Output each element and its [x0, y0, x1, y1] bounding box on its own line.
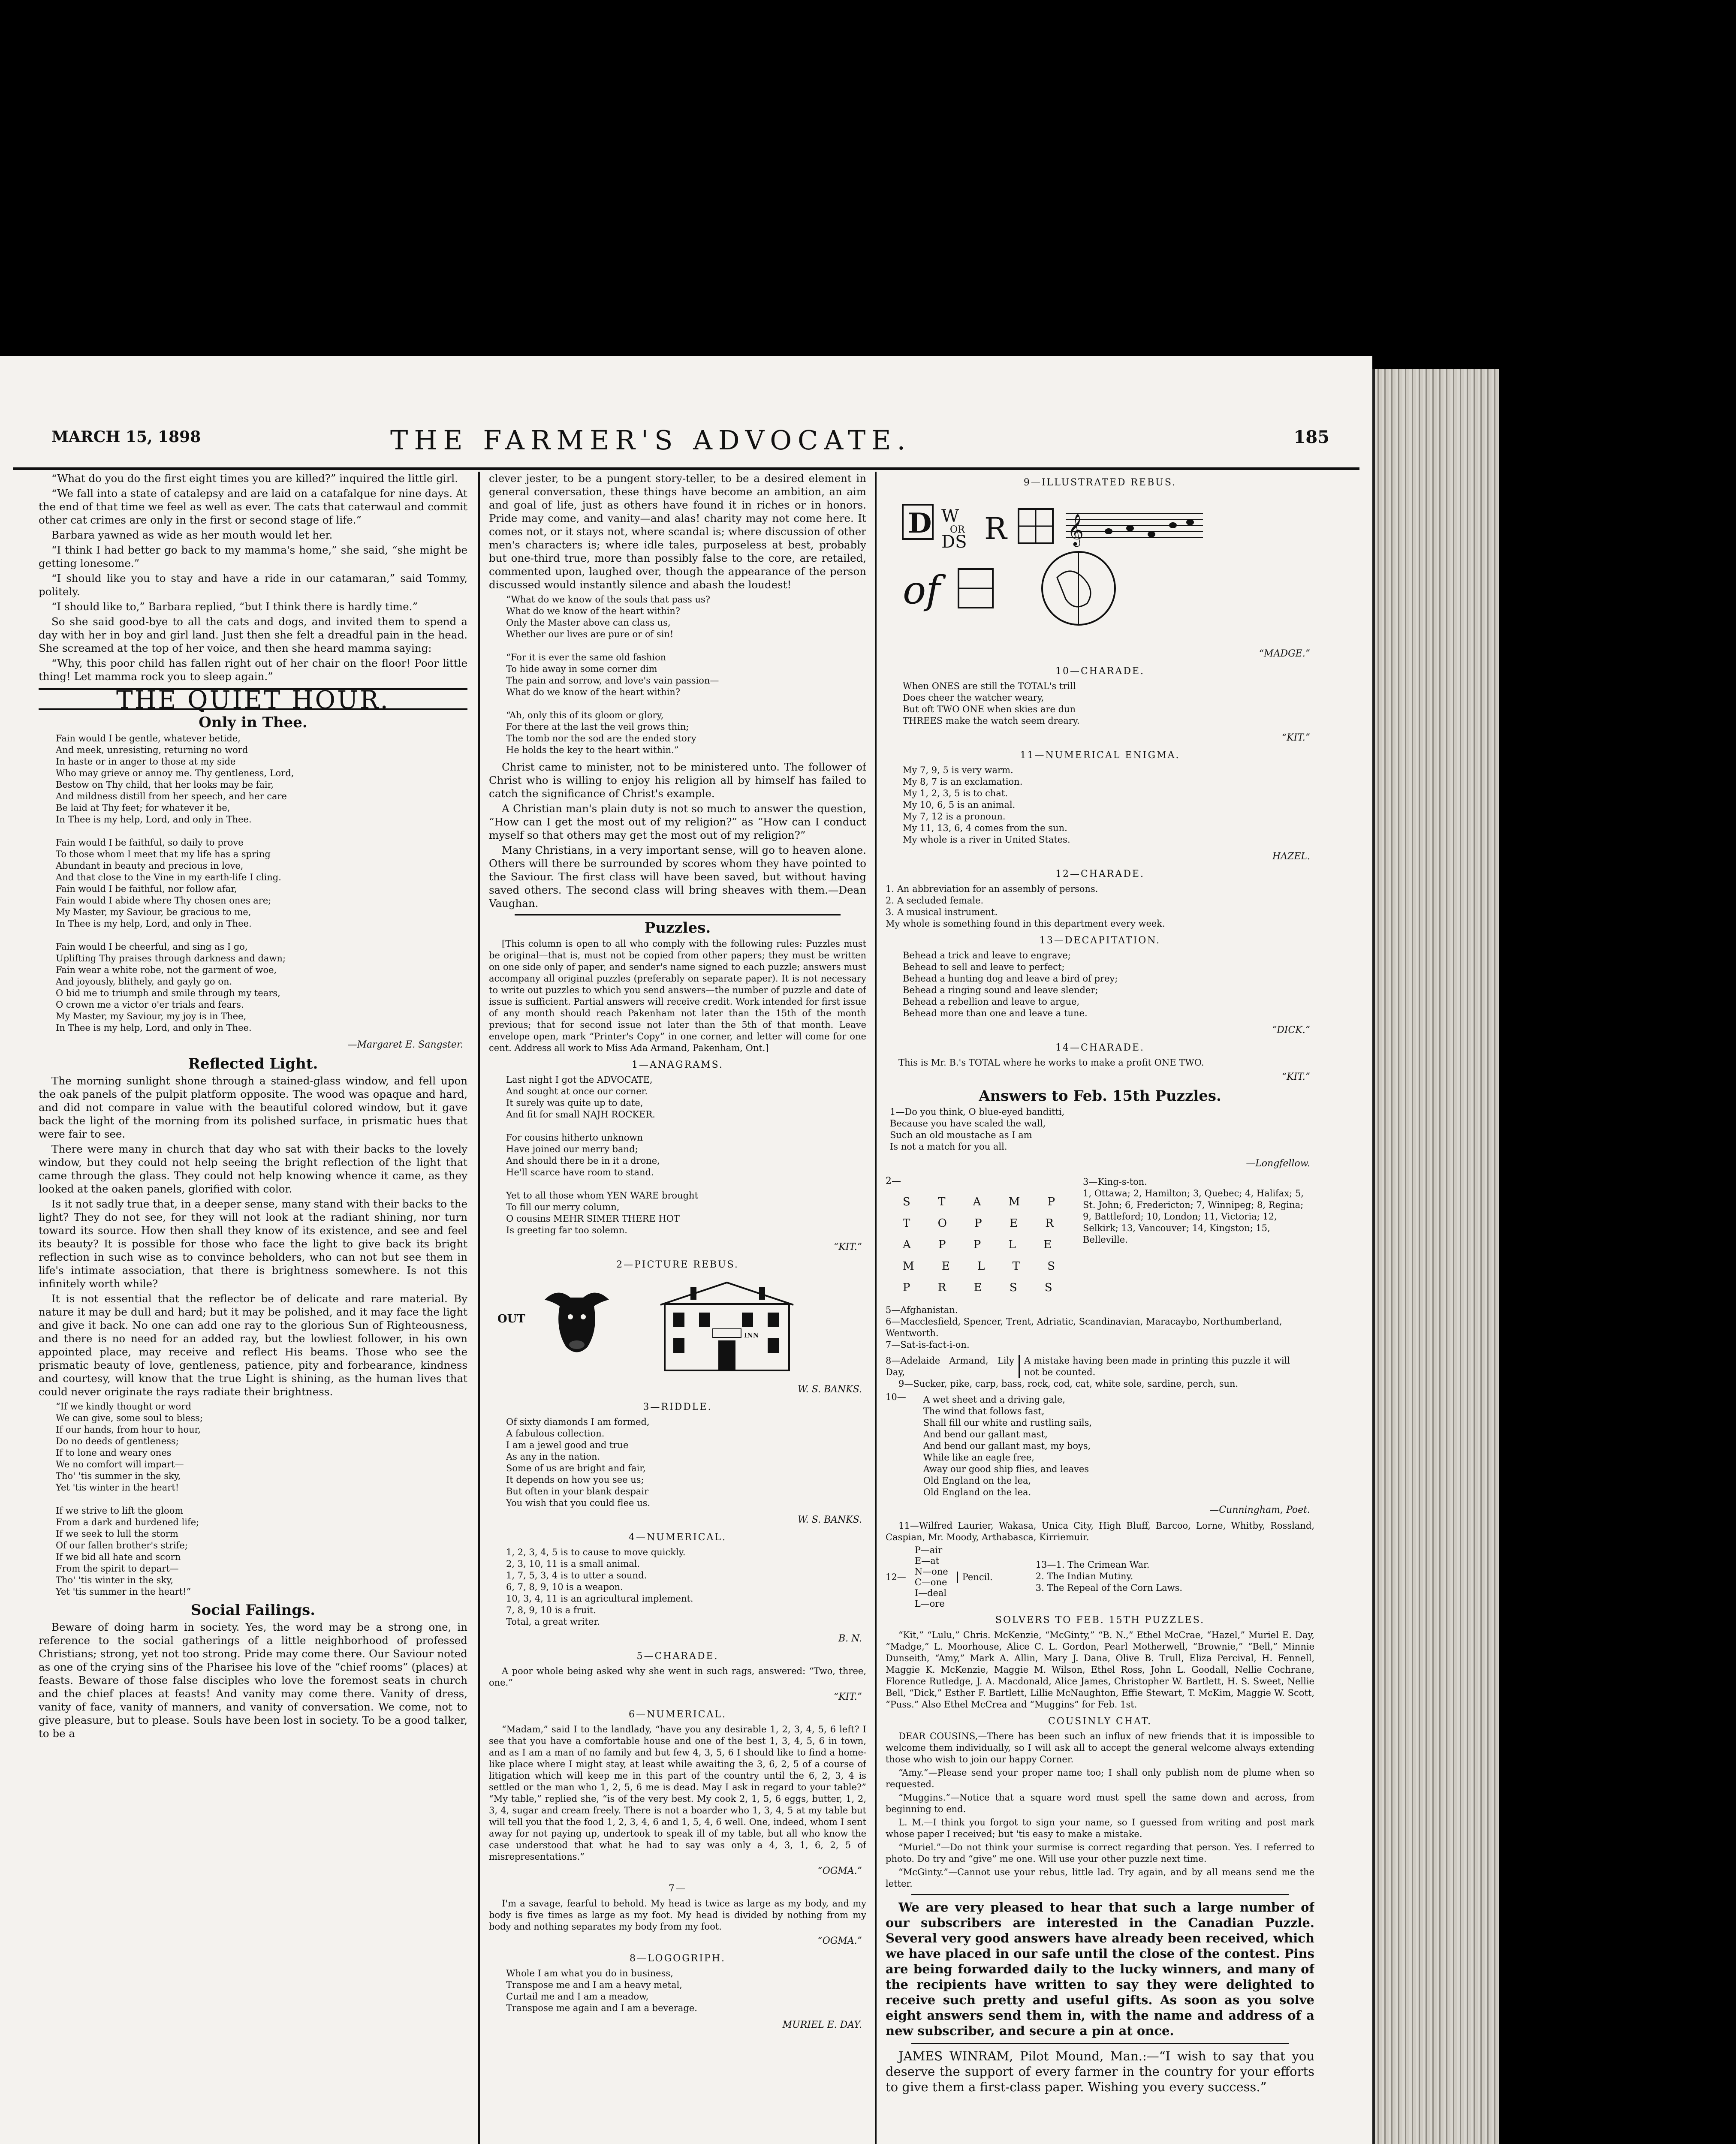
poem-only-in-thee: Fain would I be gentle, whatever betide, And meek, unresisting, returning no word In haste or in anger to those at my side Who may grieve or annoy me. Thy gentleness, Lord, Bestow on Thy child, that her looks may be fair, And mildness distill from her speech, and her care Be laid at Thy feet; for whatever it be, In Thee is my help, Lord, and only in Thee. Fain would I be faithful, so daily to prove To those whom I meet that my life has a spring Abundant in beauty and precious in love, And that close to the Vine in my earth-life I cling. Fain would I be faithful, nor follow afar, Fain would I abide where Thy chosen ones are; My Master, my Saviour, be gracious to me, In Thee is my help, Lord, and only in Thee. Fain would I be cheerful, and sing as I go, Uplifting Thy praises through darkness and dawn; Fain wear a white robe, not the garment of woe, And joyously, blithely, and gayly go on. O bid me to triumph and smile through my tears, O crown me a victor o'er trials and fears. My Master, my Saviour, my joy is in Thee, In Thee is my help, Lord, and only in Thee.: [56, 733, 294, 1033]
answer-twelve-row: P—air: [914, 1545, 943, 1555]
social-failings-title: Social Failings.: [190, 1602, 316, 1619]
story-paragraph: Barbara yawned as wide as her mouth would let her.: [51, 529, 333, 541]
answer-eleven: 11—Wilfred Laurier, Wakasa, Unica City, High Bluff, Barcoo, Lorne, Whitby, Rossland, Caspian, Mr. Moody, Arthabasca, Kirriemuir.: [886, 1521, 1314, 1542]
puzzle-fourteen-text: This is Mr. B.'s TOTAL where he works to make a profit ONE TWO.: [898, 1057, 1204, 1068]
answer-two-block: [886, 1174, 1074, 1302]
poem-author: —Margaret E. Sangster.: [347, 1039, 463, 1050]
issue-date: MARCH 15, 1898: [51, 428, 201, 446]
square-word-row: S T A M P: [903, 1195, 1067, 1208]
section-divider: [911, 2043, 1289, 2044]
answer-signature: —Longfellow.: [1246, 1158, 1310, 1169]
section-divider: [911, 1894, 1289, 1895]
answers-title: Answers to Feb. 15th Puzzles.: [979, 1087, 1221, 1105]
puzzle-heading: 2—PICTURE REBUS.: [616, 1259, 739, 1270]
answer-one: 1—Do you think, O blue-eyed banditti, Because you have scaled the wall, Such an old moustache as I am Is not a match for you all.: [890, 1107, 1065, 1152]
puzzle-heading: 4—NUMERICAL.: [629, 1532, 726, 1543]
answer-twelve-row: C—one: [914, 1577, 947, 1587]
puzzle-heading: 10—CHARADE.: [1055, 666, 1145, 677]
answer-twelve-row: I—deal: [914, 1588, 947, 1598]
story-paragraph: “What do you do the first eight times you are killed?” inquired the little girl.: [51, 472, 458, 485]
svg-text:D: D: [908, 507, 932, 539]
puzzle-signature: “MADGE.”: [1259, 648, 1310, 659]
masthead: [13, 425, 1359, 455]
numerical-story: “Madam,” said I to the landlady, “have you any desirable 1, 2, 3, 4, 5, 6 left? I see that you have a comfortable house and one of the best 1, 3, 4, 5, 6 in town, and as I am a man of no family and but few 4, 3, 5, 6 I should like to find a home-like place where I might stay, at least while awaiting the 3, 6, 2, 5 of a course of litigation which will keep me in this part of the country until the 6, 2, 3, 4 is settled or the man who 1, 2, 5, 6 me is dead. May I ask in regard to your table?” “My table,” replied she, “is of the very best. My cook 2, 1, 5, 6 eggs, butter, 1, 2, 3, 4, sugar and cream freely. There is not a boarder who 1, 3, 4, 5 at my table but will tell you that the food 1, 2, 3, 4, 6 and 1, 5, 4, 6 well. One, indeed, whom I sent away for not paying up, undertook to speak ill of my table, but all who know the case understood that what he had to say was only a 4, 3, 1, 6, 2, 5 of misrepresentations.”: [489, 1724, 866, 1862]
solvers-heading: SOLVERS TO FEB. 15TH PUZZLES.: [995, 1615, 1205, 1626]
answer-twelve-row: E—at: [914, 1556, 940, 1566]
book-binding-edge: [1372, 369, 1499, 2144]
answer-twelve-row: L—ore: [914, 1599, 945, 1609]
answer-eight: [886, 1355, 1314, 1378]
square-word-row: T O P E R: [903, 1217, 1066, 1230]
svg-text:R: R: [984, 511, 1007, 546]
square-word: [903, 1191, 1074, 1298]
canadian-puzzle-announcement: We are very pleased to hear that such a large number of our subscribers are interested in the Canadian Puzzle. Several very good answers have already been received, which we have placed in our safe until the close of the contest. Pins are being forwarded daily to the lucky winners, and many of the recipients have written to say they were delighted to receive such pretty and useful gifts. As soon as you solve eight answers send them in, with the name and address of a new subscriber, and secure a pin at once.: [886, 1900, 1314, 2038]
reflected-light-title: Reflected Light.: [188, 1055, 318, 1072]
decapitation-list: Behead a trick and leave to engrave; Behead to sell and leave to perfect; Behead a hunting dog and leave a bird of prey; Behead a ringing sound and leave slender; Behead a rebellion and leave to argue, Behead more than one and leave a tune.: [903, 950, 1118, 1018]
puzzle-heading: 9—ILLUSTRATED REBUS.: [1023, 477, 1177, 488]
reflected-paragraph: There were many in church that day who sat with their backs to the lovely window, but they could not help seeing the bright reflection of the light that came through the glass. They could not help knowing whence it came, as they looked at the oaken panels, glorified with color.: [39, 1143, 467, 1195]
puzzle-signature: “KIT.”: [1281, 1072, 1310, 1082]
column-rule-2: [875, 472, 877, 2144]
column-rule-1: [478, 472, 480, 2144]
puzzle-signature: “OGMA.”: [817, 1866, 862, 1876]
svg-text:DS: DS: [941, 532, 967, 552]
puzzles-rules: [This column is open to all who comply with the following rules: Puzzles must be original—that is, must not be copied from other papers; they must be written on one side only of paper, and sender's name signed to each puzzle; answers must accompany all original puzzles (preferably on separate paper). It is not necessary to write out puzzles to which you send answers—the number of puzzle and date of issue is sufficient. Partial answers will receive credit. Work intended for first issue of any month should reach Pakenham not later than the 15th of the month previous; that for second issue not later than the 5th of that month. Leave envelope open, mark “Printer's Copy” in one corner, and letter will come for one cent. Address all work to Miss Ada Armand, Pakenham, Ont.]: [489, 939, 866, 1053]
puzzle-heading: 12—CHARADE.: [1055, 869, 1145, 879]
square-word-row: A P P L E: [903, 1238, 1064, 1251]
puzzle-signature: W. S. BANKS.: [797, 1384, 862, 1395]
charade-verse: When ONES are still the TOTAL's trill Does cheer the watcher weary, But oft TWO ONE when skies are dun THREES make the watch seem dreary.: [903, 681, 1080, 726]
svg-text:of: of: [903, 568, 940, 613]
riddle-verse: Of sixty diamonds I am formed, A fabulous collection. I am a jewel good and true As any in the nation. Some of us are bright and fair, It depends on how you see us; But often in your blank despair You wish that you could flee us.: [506, 1417, 651, 1508]
enigma-list: My 7, 9, 5 is very warm. My 8, 7 is an exclamation. My 1, 2, 3, 5 is to chat. My 10, 6, 5 is an animal. My 7, 12 is a pronoun. My 11, 13, 6, 4 comes from the sun. My whole is a river in United States.: [903, 765, 1070, 845]
answer-twelve-word: Pencil.: [957, 1572, 993, 1583]
poem-souls: “What do we know of the souls that pass us? What do we know of the heart within? Only the Master above can class us, Whether our lives are pure or of sin! “For it is ever the same old fashion To hide away in some corner dim The pain and sorrow, and love's vain passion— What do we know of the heart within? “Ah, only this of its gloom or glory, For there at the last the veil grows thin; The tomb nor the sod are the ended story He holds the key to the heart within.”: [506, 594, 719, 755]
answers-five-to-seven: 5—Afghanistan. 6—Macclesfield, Spencer, Trent, Adriatic, Scandinavian, Maracaybo, Northumberland, Wentworth. 7—Sat-is-fact-i-on.: [886, 1305, 1282, 1350]
winram-testimonial: JAMES WINRAM, Pilot Mound, Man.:—“I wish to say that you deserve the support of every farmer in the country for your efforts to give them a first-class paper. Wishing you every success.”: [886, 2049, 1314, 2094]
answer-signature: —Cunningham, Poet.: [1209, 1505, 1310, 1515]
answer-two-three: [886, 1174, 1314, 1302]
illustrated-rebus: [886, 492, 1314, 646]
puzzle-heading: 11—NUMERICAL ENIGMA.: [1020, 750, 1180, 761]
puzzle-heading: 8—LOGOGRIPH.: [629, 1953, 726, 1964]
story-paragraph: So she said good-bye to all the cats and dogs, and invited them to spend a day with her in boy and girl land. Just then she felt a dreadful pain in the head. She screamed at the top of her voice, and then she heard mamma saying:: [39, 615, 467, 654]
chat-paragraph: DEAR COUSINS,—There has been such an influx of new friends that it is impossible to welcome them individually, so I will ask all to accept the general welcome always extending those who wish to join our happy Corner.: [886, 1731, 1314, 1765]
article-paragraph: A Christian man's plain duty is not so much to answer the question, “How can I get the most out of my religion?” as “How can I conduct myself so that others may get the most out of my religion?”: [489, 802, 866, 841]
answer-eight-note: A mistake having been made in printing this puzzle it will not be counted.: [1019, 1355, 1290, 1378]
article-paragraph: Many Christians, in a very important sense, will go to heaven alone. Others will there be surrounded by scores whom they have pointed to the Saviour. The first class will have been saved, but without having saved others. The second class will bring sheaves with them.—Dean Vaughan.: [489, 844, 866, 909]
chat-paragraph: “Amy.”—Please send your proper name too; I shall only publish nom de plume when so requested.: [886, 1768, 1314, 1789]
puzzle-heading: 5—CHARADE.: [636, 1651, 719, 1662]
puzzle-heading: 7—: [669, 1883, 687, 1894]
story-paragraph: “I should like to,” Barbara replied, “but I think there is hardly time.”: [51, 600, 418, 613]
newspaper-title: THE FARMER'S ADVOCATE.: [390, 425, 912, 456]
story-paragraph: “I should like you to stay and have a ride in our catamaran,” said Tommy, politely.: [39, 572, 467, 598]
puzzle-signature: “OGMA.”: [817, 1936, 862, 1946]
answer-ten: [886, 1391, 1314, 1503]
reflected-poem: “If we kindly thought or word We can give, some soul to bless; If our hands, from hour to hour, Do no deeds of gentleness; If to lone and weary ones We no comfort will impart— Tho' 'tis summer in the sky, Yet 'tis winter in the heart! If we strive to lift the gloom From a dark and burdened life; If we seek to lull the storm Of our fallen brother's strife; If we bid all hate and scorn From the spirit to depart— Tho' 'tis winter in the sky, Yet 'tis summer in the heart!”: [56, 1401, 203, 1597]
puzzle-seven-text: I'm a savage, fearful to behold. My head is twice as large as my body, and my body is five times as large as my foot. My head is divided by nothing from my body and nothing separates my body from my foot.: [489, 1898, 866, 1932]
inn-building-icon: [656, 1278, 798, 1373]
answer-twelve-label: 12—: [886, 1572, 906, 1582]
rebus-inn-sign: INN: [744, 1331, 759, 1339]
square-word-row: M E L T S: [903, 1260, 1067, 1273]
answer-twelve-row: N—one: [914, 1566, 948, 1577]
picture-rebus: [489, 1274, 866, 1381]
story-paragraph: “I think I had better go back to my mamma's home,” she said, “she might be getting lonesome.”: [39, 544, 467, 569]
masthead-rule: [13, 467, 1359, 470]
poem-title: Only in Thee.: [199, 714, 307, 731]
story-paragraph: “We fall into a state of catalepsy and are laid on a catafalque for nine days. At the end of that time we feel as well as ever. The cats that caterwaul and commit other cat crimes are only in the first or second stage of life.”: [39, 487, 467, 526]
puzzle-signature: MURIEL E. DAY.: [782, 2020, 862, 2030]
answer-two-label: 2—: [886, 1176, 901, 1186]
puzzle-heading: 6—NUMERICAL.: [629, 1709, 726, 1720]
answer-nine: 9—Sucker, pike, carp, bass, rock, cod, cat, white sole, sardine, perch, sun.: [898, 1379, 1239, 1389]
answer-three: 3—King-s-ton. 1, Ottawa; 2, Hamilton; 3, Quebec; 4, Halifax; 5, St. John; 6, Fredericton; 7, Winnipeg; 8, Regina; 9, Battleford; 10, London; 11, Victoria; 12, Selkirk; 13, Vancouver; 14, Kingston; 15, Belleville.: [1083, 1177, 1304, 1245]
puzzle-signature: “KIT.”: [1281, 732, 1310, 743]
solvers-list: “Kit,” “Lulu,” Chris. McKenzie, “McGinty,” “B. N.,” Ethel McCrae, “Hazel,” Muriel E. Day, “Madge,” L. Moorhouse, Alice C. L. Gordon, Pearl Motherwell, “Brownie,” “Bell,” Minnie Dunseith, “Amy,” Mark A. Allin, Mary J. Dana, Olive B. Trull, Eliza Percival, H. Fennell, Maggie K. McKenzie, Maggie M. Wilson, Ethel Ross, John L. Goodall, Nellie Cochrane, Florence Rutledge, J. A. Macdonald, Alice James, Christopher W. Bartlett, H. S. Sweet, Nellie Bell, “Dick,” Esther F. Bartlett, Lillie McNaughton, Effie Stewart, T. McKim, Maggie W. Scott, “Puss.” Also Ethel McCrea and “Muggins” for Feb. 1st.: [886, 1630, 1314, 1710]
charade-text: A poor whole being asked why she went in such rags, answered: “Two, three, one.”: [489, 1666, 866, 1688]
puzzle-heading: 1—ANAGRAMS.: [632, 1060, 723, 1070]
puzzle-signature: “KIT.”: [833, 1692, 862, 1702]
chat-paragraph: L. M.—I think you forgot to sign your name, so I guessed from writing and post mark whose paper I received; but 'tis easy to make a mistake.: [886, 1817, 1314, 1839]
article-paragraph: clever jester, to be a pungent story-teller, to be a desired element in general conversation, these things have become an ambition, an aim and goal of life, just as others have found it in riches or in honors. Pride may come, and vanity—and alas! charity may not come here. It comes not, or it stays not, where scandal is; where discussion of other men's characters is; where idle tales, purposeless at best, probably but one-third true, more than possibly false to the core, are retailed, commented upon, laughed over, though the appearance of the person discussed would instantly silence and abash the loudest!: [489, 472, 866, 591]
numerical-list: 1, 2, 3, 4, 5 is to cause to move quickly. 2, 3, 10, 11 is a small animal. 1, 7, 5, 3, 4 is to utter a sound. 6, 7, 8, 9, 10 is a weapon. 10, 3, 4, 11 is an agricultural implement. 7, 8, 9, 10 is a fruit. Total, a great writer.: [506, 1547, 693, 1627]
svg-text:𝄞: 𝄞: [1067, 514, 1084, 546]
answer-twelve-rows: [915, 1545, 948, 1609]
answers-twelve-thirteen: [886, 1545, 1314, 1609]
reflected-paragraph: The morning sunlight shone through a stained-glass window, and fell upon the oak panels of the pulpit platform opposite. The wood was opaque and hard, and did not compare in value with the beautiful colored window, but it gave back the light of the morning from its polished surface, in prismatic hues that were fair to see.: [39, 1075, 467, 1140]
column-3: [886, 472, 1314, 2144]
article-paragraph: Christ came to minister, not to be ministered unto. The follower of Christ who is willing to enjoy his religion all by himself has failed to catch the significance of Christ's example.: [489, 761, 866, 800]
charade-list: 1. An abbreviation for an assembly of persons. 2. A secluded female. 3. A musical instrument. My whole is something found in this department every week.: [886, 884, 1165, 929]
logogriph-verse: Whole I am what you do in business, Transpose me and I am a heavy metal, Curtail me and I am a meadow, Transpose me again and I am a beverage.: [506, 1968, 697, 2013]
puzzles-title: Puzzles.: [644, 919, 711, 936]
chat-paragraph: “McGinty.”—Cannot use your rebus, little lad. Try again, and by all means send me the letter.: [886, 1867, 1314, 1889]
puzzle-signature: “DICK.”: [1272, 1025, 1310, 1036]
ox-head-icon: [540, 1283, 613, 1360]
puzzle-signature: “KIT.”: [833, 1242, 862, 1253]
svg-text:W: W: [941, 506, 959, 526]
puzzle-heading: 3—RIDDLE.: [643, 1402, 712, 1412]
chat-paragraph: “Muriel.”—Do not think your surmise is correct regarding that person. Yes. I referred to photo. Do try and “give” me one. Will use your other puzzle next time.: [886, 1842, 1314, 1864]
story-paragraph: “Why, this poor child has fallen right out of her chair on the floor! Poor little thing! Let mamma rock you to sleep again.”: [39, 657, 467, 683]
reflected-paragraph: It is not essential that the reflector be of delicate and rare material. By nature it may be dull and hard; but it may be polished, and it may face the light and give it back. No one can add one ray to the glorious Sun of Righteousness, and there is no need for an added ray, but the lowliest follower, in his own appointed place, may receive and reflect His beams. Those who see the prismatic beauty of love, gentleness, patience, pity and forbearance, kindness and courtesy, will know that the true Light is shining, as the human lives that could never originate the rays radiate their brightness.: [39, 1292, 467, 1398]
puzzle-heading: 13—DECAPITATION.: [1039, 935, 1161, 946]
social-paragraph: Beware of doing harm in society. Yes, the word may be a strong one, in reference to the social gatherings of a little neighborhood of professed Christians; strong, yet not too strong. Pride may come there. Our Saviour noted as one of the crying sins of the Pharisee his love of the “chief rooms” (places) at feasts. Beware of those false disciples who love the foremost seats in church and the chief places at feasts! And vanity may come there. Vanity of dress, vanity of face, vanity of manners, and vanity of conversation. We come, not to give pleasure, but to please. Souls have been lost in society. To be a good talker, to be a: [39, 1621, 467, 1740]
anagrams-verse: Last night I got the ADVOCATE, And sought at once our corner. It surely was quite up to date, And fit for small NAJH ROCKER. For cousins hitherto unknown Have joined our merry band; And should there be in it a drone, He'll scarce have room to stand. Yet to all those whom YEN WARE brought To fill our merry column, O cousins MEHR SIMER THERE HOT Is greeting far too solemn.: [506, 1075, 699, 1235]
answer-ten-verse: A wet sheet and a driving gale, The wind that follows fast, Shall fill our white and rustling sails, And bend our gallant mast, And bend our gallant mast, my boys, While like an eagle free, Away our good ship flies, and leaves Old England on the lea, Old England on the lea.: [923, 1394, 1092, 1497]
quiet-hour-heading: THE QUIET HOUR.: [39, 688, 467, 710]
puzzle-signature: B. N.: [838, 1633, 862, 1644]
column-2: [489, 472, 866, 2144]
answer-thirteen: 13—1. The Crimean War. 2. The Indian Mutiny. 3. The Repeal of the Corn Laws.: [1035, 1559, 1183, 1593]
square-word-row: P R E S S: [903, 1281, 1064, 1294]
svg-text:OR: OR: [950, 524, 965, 535]
answer-ten-label: 10—: [886, 1392, 906, 1402]
section-divider: [515, 914, 841, 915]
chat-paragraph: “Muggins.”—Notice that a square word must spell the same down and across, from beginning to end.: [886, 1792, 1314, 1814]
rebus-drawing-icon: [886, 492, 1314, 633]
column-1: [39, 472, 467, 2144]
reflected-paragraph: Is it not sadly true that, in a deeper sense, many stand with their backs to the light? They do not see, for they will not look at the radiant shining, nor turn toward its source. How then shall they know of its existence, and see and feel its beauty? It is possible for those who face the light to give back its bright reflection in such wise as to convince beholders, who can not but see them in life's intimate association, that there is brightness somewhere. Is not this infinitely worth while?: [39, 1198, 467, 1290]
puzzle-signature: W. S. BANKS.: [797, 1515, 862, 1525]
cousinly-chat-heading: COUSINLY CHAT.: [1048, 1716, 1152, 1727]
puzzle-signature: HAZEL.: [1272, 851, 1310, 862]
page-number: 185: [1293, 427, 1329, 447]
puzzle-heading: 14—CHARADE.: [1055, 1042, 1145, 1053]
answer-eight-label: 8—Adelaide Armand, Lily Day,: [886, 1355, 1014, 1377]
rebus-out-label: OUT: [497, 1313, 525, 1325]
